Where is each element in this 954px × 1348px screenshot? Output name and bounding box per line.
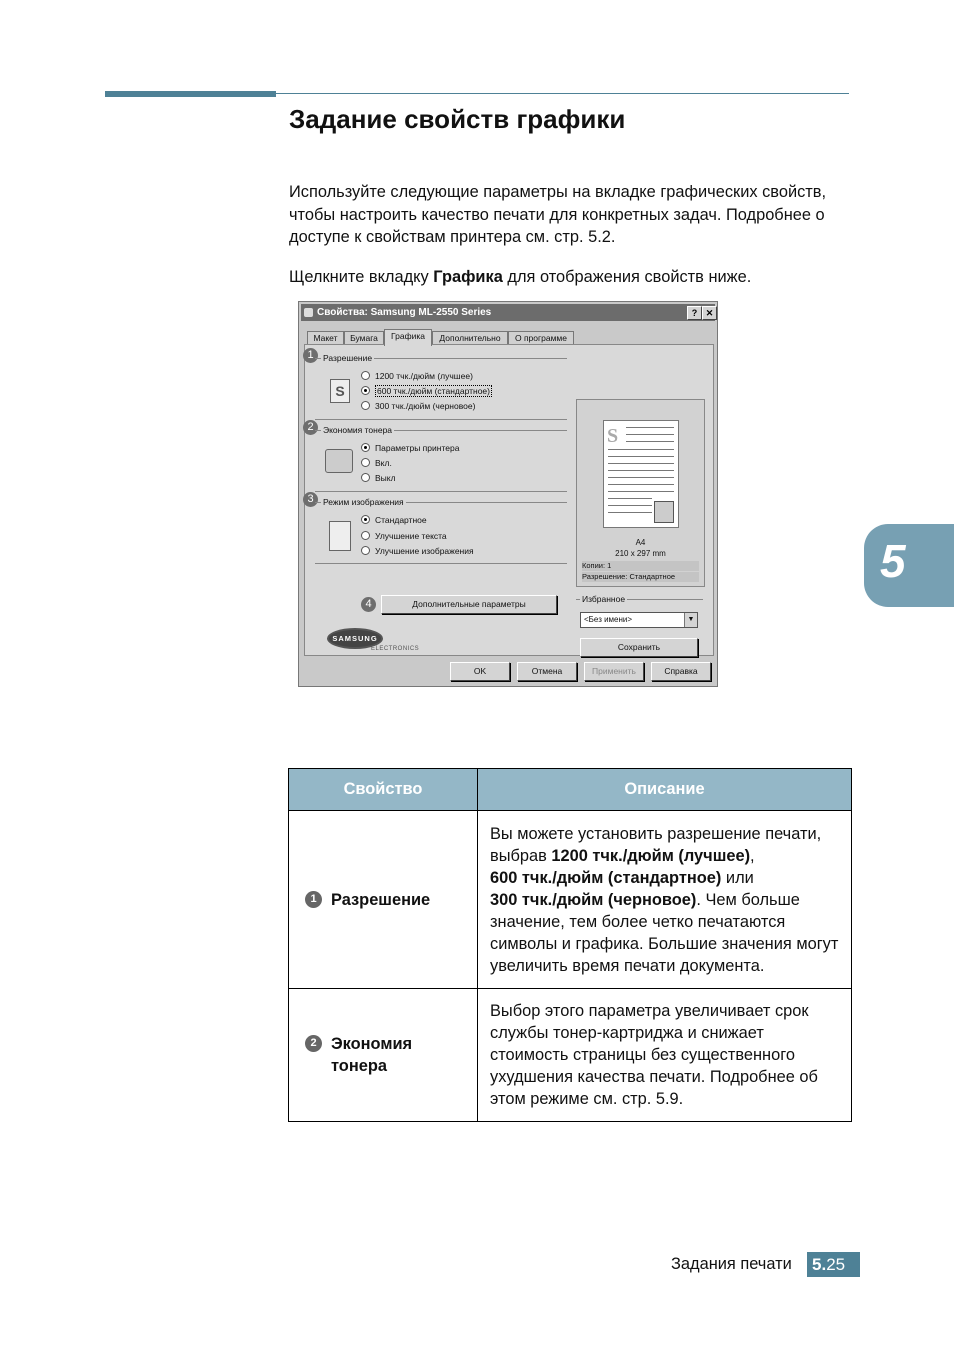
intro-paragraph: Используйте следующие параметры на вкладке графических свойств, чтобы настроить качество печати для конкретных задач. Подробнее о доступе к свойствам принтера см. стр. 5.2.	[289, 183, 827, 246]
save-button[interactable]: Сохранить	[580, 638, 698, 657]
toner-label: Экономия тонера	[323, 425, 393, 435]
callout-3: 3	[303, 492, 318, 507]
text-line	[626, 441, 674, 442]
properties-table	[288, 768, 852, 1122]
radio-image-enhance[interactable]	[361, 545, 474, 556]
image-placeholder-icon	[654, 501, 674, 523]
chapter-number: 5.	[812, 1255, 827, 1274]
header-rule-thin	[276, 93, 849, 94]
radio-image-standard[interactable]	[361, 514, 427, 525]
chapter-tab	[864, 524, 954, 607]
radio-dot	[361, 546, 370, 555]
footer-section: Задания печати	[671, 1255, 792, 1273]
header-property: Свойство	[289, 769, 478, 811]
close-icon[interactable]: ✕	[702, 306, 717, 320]
text-line	[608, 456, 674, 457]
instruction-text-end: для отображения свойств ниже.	[502, 268, 752, 286]
text-line	[626, 427, 674, 428]
favorites-select[interactable]	[580, 612, 698, 628]
image-mode-icon	[329, 521, 351, 551]
radio-dot	[361, 371, 370, 380]
table-row	[289, 811, 852, 989]
resolution-s-icon: S	[330, 379, 350, 403]
text-line	[626, 434, 674, 435]
radio-label: Стандартное	[375, 514, 427, 525]
radio-dot	[361, 401, 370, 410]
tab-graphics[interactable]: Графика	[384, 329, 432, 346]
text-line	[608, 491, 674, 492]
radio-dot-selected	[361, 515, 370, 524]
table-header-row	[289, 769, 852, 811]
image-mode-label: Режим изображения	[323, 497, 404, 507]
printer-properties-dialog	[298, 301, 718, 687]
favorites-label: Избранное	[582, 594, 626, 604]
text-line	[608, 477, 674, 478]
paper-name: A4	[635, 538, 646, 547]
toner-group	[315, 425, 567, 435]
page-number: 25	[826, 1255, 846, 1274]
radio-toner-off[interactable]	[361, 472, 396, 483]
header-rule-thick	[105, 91, 276, 97]
description-text: ,	[750, 846, 755, 865]
radio-label: Вкл.	[375, 457, 392, 468]
text-line	[608, 498, 652, 499]
property-name: Разрешение	[331, 890, 431, 909]
dialog-title: Свойства: Samsung ML-2550 Series	[317, 307, 492, 318]
text-line	[608, 470, 674, 471]
property-cell	[289, 989, 478, 1122]
description-text: или	[721, 868, 754, 887]
separator	[315, 419, 567, 420]
description-text: Вы можете установить разрешение печати, выбрав	[490, 824, 822, 865]
help-dialog-button[interactable]: Справка	[651, 662, 711, 681]
tab-layout[interactable]: Макет	[307, 331, 344, 345]
samsung-logo	[327, 628, 419, 652]
text-line	[608, 463, 674, 464]
tab-paper[interactable]: Бумага	[344, 331, 384, 345]
separator	[315, 563, 567, 564]
radio-dot	[361, 458, 370, 467]
property-name-line: тонера	[331, 1057, 387, 1075]
radio-label: 600 тчк./дюйм (стандартное)	[377, 385, 490, 396]
radio-label: 300 тчк./дюйм (черновое)	[375, 400, 476, 411]
callout-number: 2	[305, 1035, 322, 1052]
radio-dot	[361, 473, 370, 482]
printer-icon	[325, 449, 353, 473]
electronics-text: ELECTRONICS	[371, 646, 420, 652]
chapter-number: 5	[880, 535, 906, 587]
chevron-down-icon[interactable]: ▼	[684, 613, 697, 627]
help-button[interactable]: ?	[687, 306, 702, 320]
description-bold: 1200 тчк./дюйм (лучшее)	[551, 846, 751, 865]
favorites-value: <Без имени>	[584, 615, 633, 624]
callout-2: 2	[303, 420, 318, 435]
radio-label: Улучшение изображения	[375, 545, 474, 556]
separator	[315, 491, 567, 492]
page-number-badge	[807, 1252, 860, 1277]
property-cell	[289, 811, 478, 989]
ok-button[interactable]: OK	[450, 662, 510, 681]
paper-size: 210 x 297 mm	[615, 549, 666, 558]
description-text: . Чем больше значение, тем более четко печатаются символы и графика. Большие значения могут увеличить время печати документа.	[490, 890, 839, 975]
advanced-options-button[interactable]: Дополнительные параметры	[381, 595, 557, 614]
radio-label: 1200 тчк./дюйм (лучшее)	[375, 370, 473, 381]
radio-toner-on[interactable]	[361, 457, 392, 468]
resolution-label: Разрешение	[323, 353, 373, 363]
page-thumbnail	[603, 420, 679, 528]
description-cell	[478, 811, 852, 989]
radio-dot	[361, 531, 370, 540]
page-preview	[576, 399, 705, 587]
copies-info: Копии: 1	[582, 561, 699, 571]
radio-label: Параметры принтера	[375, 442, 460, 453]
apply-button[interactable]: Применить	[584, 662, 644, 681]
text-line	[608, 505, 652, 506]
page-title: Задание свойств графики	[289, 104, 626, 134]
radio-toner-printer[interactable]	[361, 442, 459, 453]
callout-1: 1	[303, 348, 318, 363]
table-row	[289, 989, 852, 1122]
radio-dot-selected	[361, 386, 370, 395]
radio-label: Выкл	[375, 472, 396, 483]
text-line	[608, 484, 674, 485]
callout-4: 4	[361, 597, 376, 612]
tab-advanced[interactable]: Дополнительно	[432, 331, 508, 345]
property-name	[331, 1033, 412, 1077]
cancel-button[interactable]: Отмена	[517, 662, 577, 681]
radio-text-enhance[interactable]	[361, 530, 447, 541]
header-description: Описание	[478, 769, 852, 811]
description-bold: 600 тчк./дюйм (стандартное)	[490, 868, 722, 887]
instruction-tab-name: Графика	[433, 268, 503, 286]
tab-about[interactable]: О программе	[508, 331, 574, 345]
favorites-group	[576, 594, 703, 664]
resolution-group	[315, 353, 567, 363]
radio-dot-selected	[361, 443, 370, 452]
text-line	[608, 449, 674, 450]
dialog-title-bar	[301, 304, 715, 321]
description-bold: 300 тчк./дюйм (черновое)	[490, 890, 697, 909]
instruction-line	[289, 266, 751, 288]
text-line	[608, 512, 652, 513]
graphics-panel	[304, 344, 714, 656]
instruction-text: Щелкните вкладку	[289, 268, 434, 286]
radio-300dpi[interactable]	[361, 400, 475, 411]
radio-600dpi[interactable]	[361, 385, 492, 396]
property-content	[305, 1033, 477, 1077]
callout-number: 1	[305, 891, 322, 908]
image-mode-group	[315, 497, 567, 507]
samsung-logo-text: SAMSUNG	[327, 628, 383, 649]
radio-label: Улучшение текста	[375, 530, 447, 541]
description-cell: Выбор этого параметра увеличивает срок службы тонер-картриджа и снижает стоимость страницы без существенного ухудшения качества печати. Подробнее об этом режиме см. стр. 5.9.	[478, 989, 852, 1122]
radio-1200dpi[interactable]	[361, 370, 473, 381]
property-name-line: Экономия	[331, 1035, 413, 1053]
property-content	[305, 889, 477, 911]
page-s-icon: S	[607, 425, 619, 447]
printer-icon	[304, 308, 313, 317]
resolution-info: Разрешение: Стандартное	[582, 572, 699, 582]
